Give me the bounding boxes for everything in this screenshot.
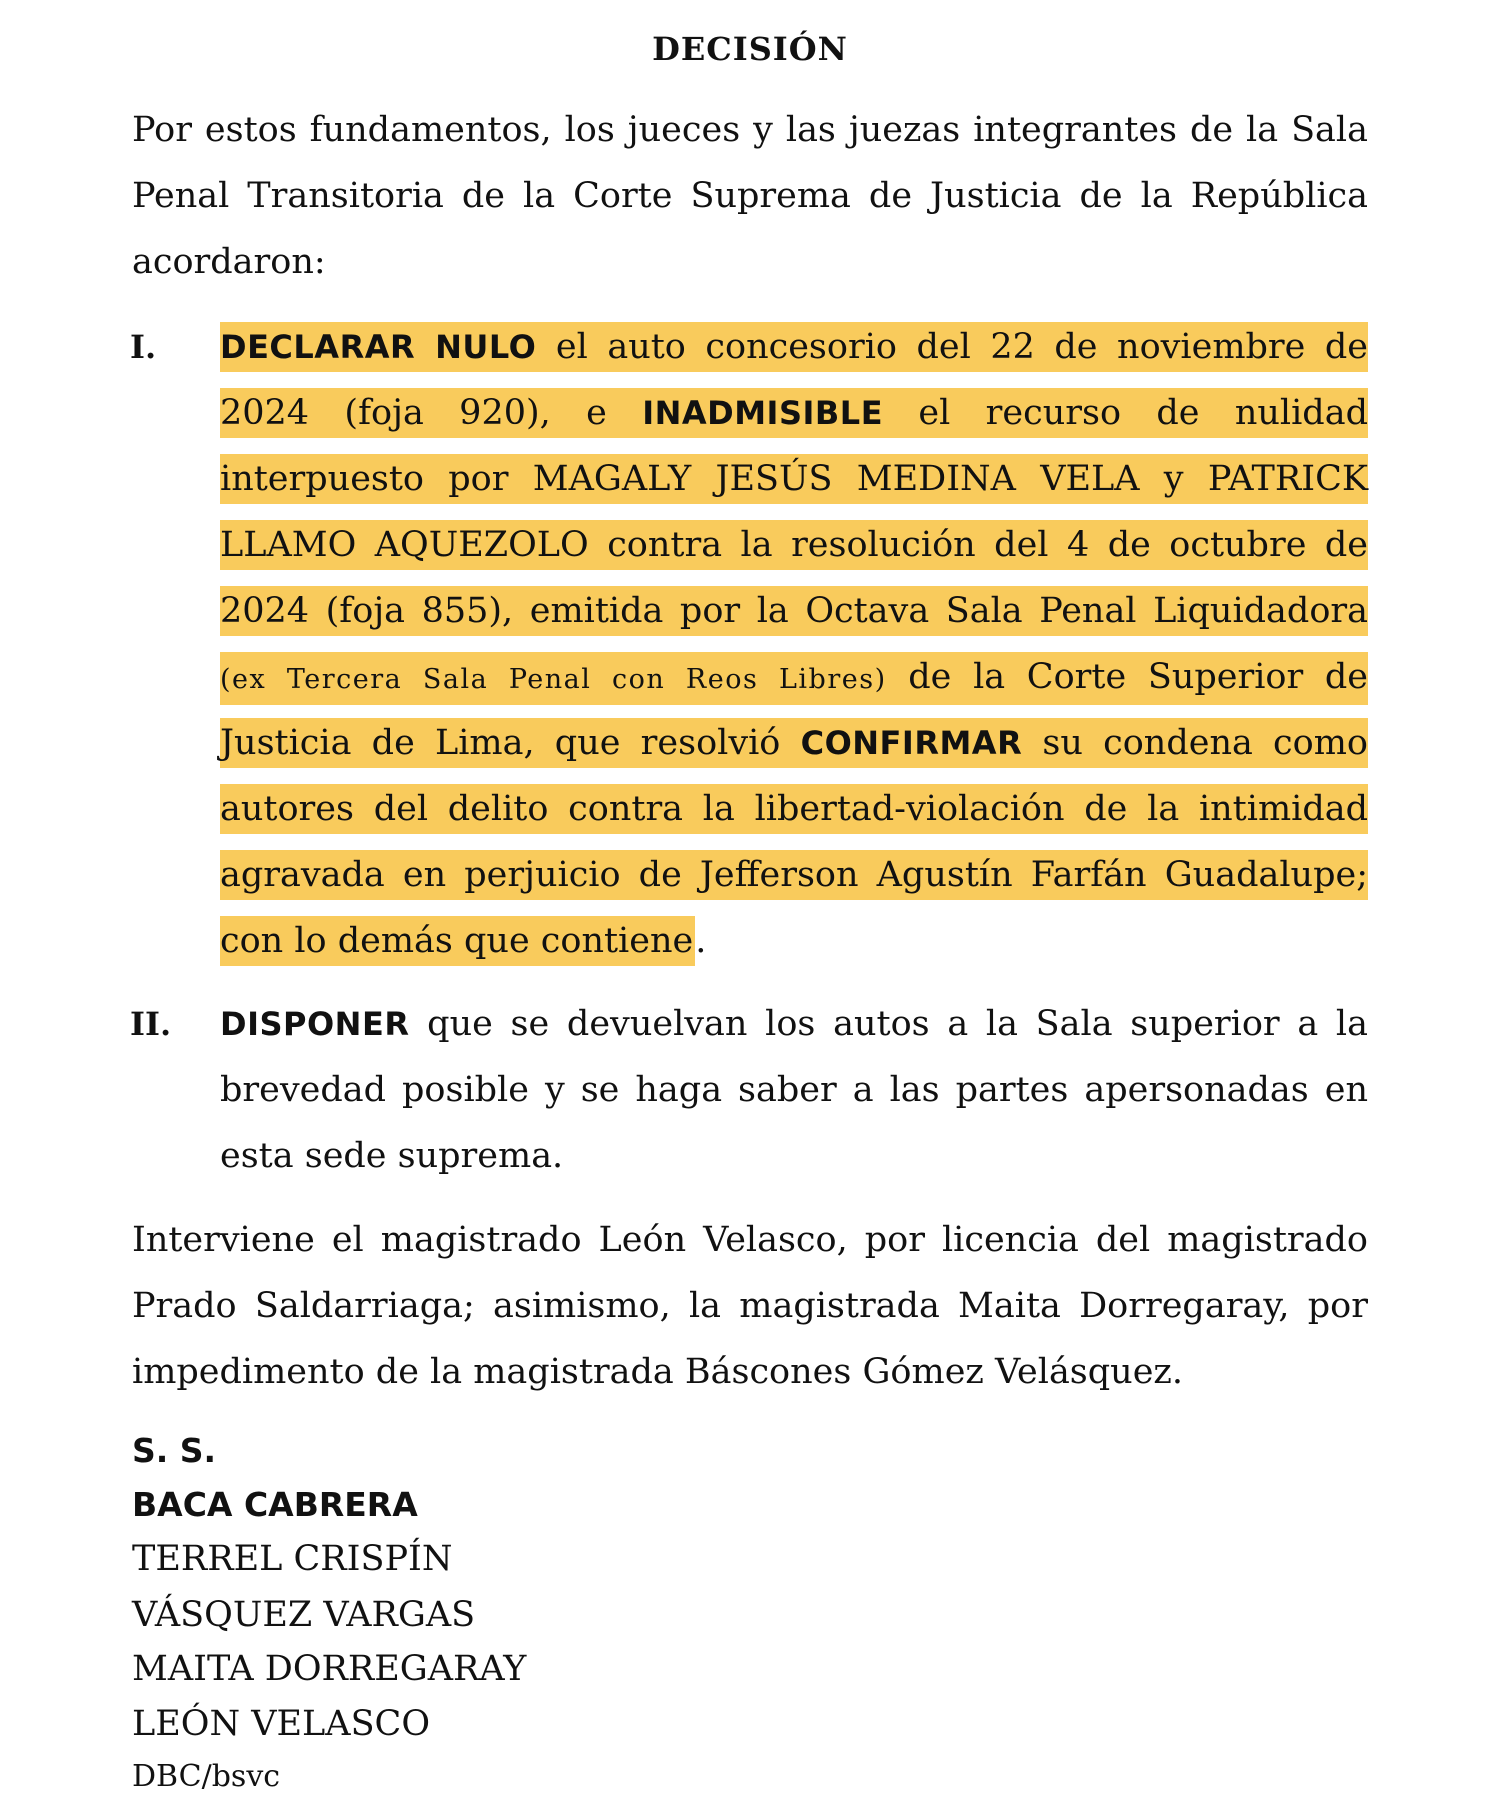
parenthetical-note: (ex Tercera Sala Penal con Reos Libres) — [220, 664, 887, 695]
item-2-line-1: DISPONER que se devuelvan los autos a la Sala superior a la — [220, 1004, 1368, 1044]
inadmisible-keyword: INADMISIBLE — [642, 394, 884, 432]
signature-ss: S. S. — [132, 1431, 217, 1470]
closing-line-3: impedimento de la magistrada Báscones Gómez Velásquez. — [132, 1352, 1183, 1392]
item-2-number: II. — [130, 1005, 172, 1043]
initials: DBC/bsvc — [132, 1759, 281, 1794]
item-1-line-6: (ex Tercera Sala Penal con Reos Libres) de la Corte Superior de — [220, 652, 1368, 702]
intro-line-1: Por estos fundamentos, los jueces y las juezas integrantes de la Sala — [132, 110, 1368, 150]
item-1-line-2: 2024 (foja 920), e INADMISIBLE el recurso de nulidad — [220, 388, 1368, 438]
signature-judge-4: MAITA DORREGARAY — [132, 1649, 527, 1689]
disponer-keyword: DISPONER — [220, 1005, 410, 1043]
item-1-line-1: DECLARAR NULO el auto concesorio del 22 de noviembre de — [220, 322, 1368, 372]
closing-line-2: Prado Saldarriaga; asimismo, la magistrada Maita Dorregaray, por — [132, 1286, 1368, 1326]
intro-line-3: acordaron: — [132, 242, 326, 282]
declarar-nulo-keyword: DECLARAR NULO — [220, 328, 537, 366]
intro-line-2: Penal Transitoria de la Corte Suprema de Justicia de la República — [132, 176, 1368, 216]
item-1-line-8: autores del delito contra la libertad-violación de la intimidad — [220, 784, 1368, 834]
document-title: DECISIÓN — [652, 30, 848, 68]
closing-line-1: Interviene el magistrado León Velasco, por licencia del magistrado — [132, 1220, 1368, 1260]
item-2-line-3: esta sede suprema. — [220, 1136, 564, 1176]
item-1-line-5: 2024 (foja 855), emitida por la Octava Sala Penal Liquidadora — [220, 586, 1368, 636]
item-2-line-2: brevedad posible y se haga saber a las partes apersonadas en — [220, 1070, 1368, 1110]
item-1-line-9: agravada en perjuicio de Jefferson Agustín Farfán Guadalupe; — [220, 850, 1368, 900]
signature-judge-1: BACA CABRERA — [132, 1485, 418, 1524]
signature-judge-3: VÁSQUEZ VARGAS — [132, 1595, 476, 1635]
item-1-number: I. — [130, 328, 157, 366]
confirmar-keyword: CONFIRMAR — [800, 724, 1023, 762]
item-1-line-7: Justicia de Lima, que resolvió CONFIRMAR su condena como — [220, 718, 1368, 768]
item-1-line-4: LLAMO AQUEZOLO contra la resolución del 4 de octubre de — [220, 520, 1368, 570]
signature-judge-5: LEÓN VELASCO — [132, 1704, 431, 1744]
item-1-line-10: con lo demás que contiene. — [220, 916, 1368, 966]
item-1-line-3: interpuesto por MAGALY JESÚS MEDINA VELA y PATRICK — [220, 454, 1368, 504]
signature-judge-2: TERREL CRISPÍN — [132, 1539, 453, 1579]
